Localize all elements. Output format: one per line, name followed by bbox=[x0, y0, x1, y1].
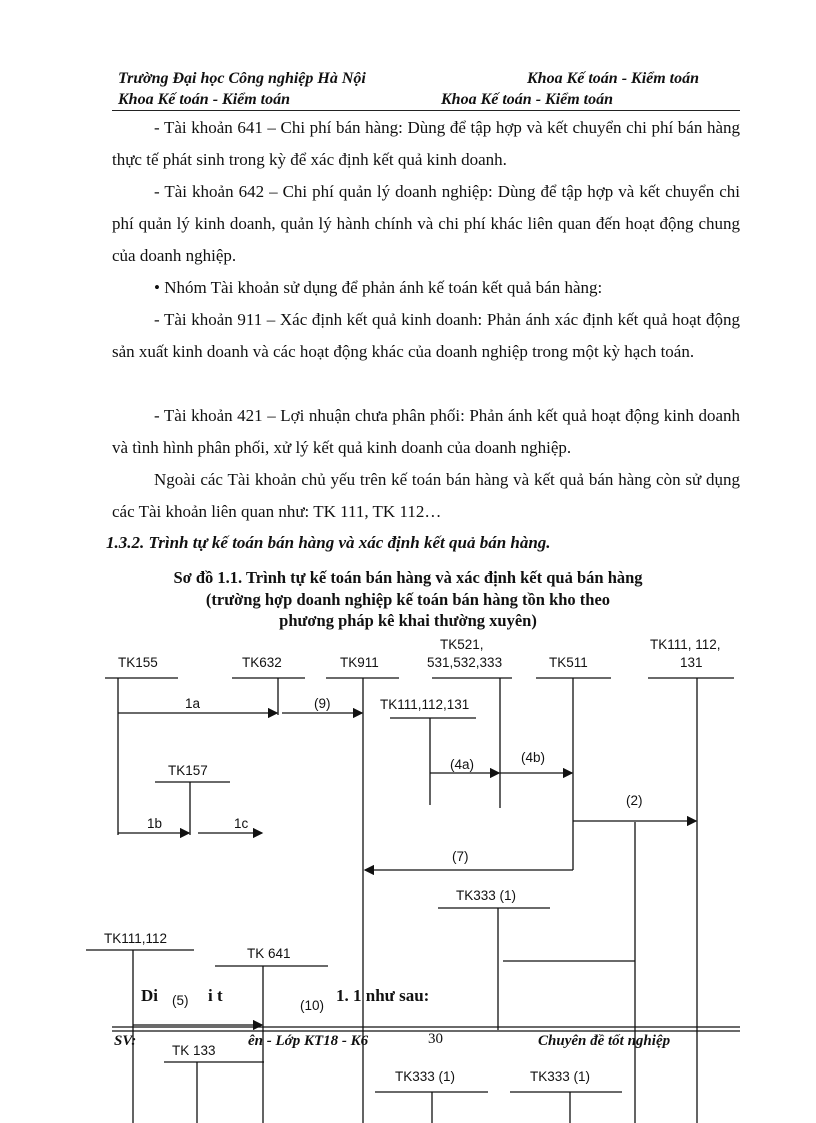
overlay-text-1: Di bbox=[141, 986, 158, 1005]
account-tk133: TK 133 bbox=[172, 1043, 216, 1058]
chart-subtitle-2: phương pháp kê khai thường xuyên) bbox=[279, 611, 537, 630]
arrow-label-1c: 1c bbox=[234, 816, 249, 831]
account-tk111-line1: TK111, 112, bbox=[650, 637, 721, 652]
section-heading: 1.3.2. Trình tự kế toán bán hàng và xác định kết quả bán hàng. bbox=[106, 533, 551, 552]
account-tk511: TK511 bbox=[549, 655, 588, 670]
account-tk155: TK155 bbox=[118, 655, 158, 670]
paragraph-tk911: - Tài khoản 911 – Xác định kết quả kinh doanh: Phản ánh xác định kết quả hoạt động sản xuất kinh doanh và các hoạt động khác của doanh nghiệp trong một kỳ hạch toán. bbox=[112, 310, 740, 361]
account-tk641: TK 641 bbox=[247, 946, 291, 961]
account-tk111-line2: 131 bbox=[680, 655, 703, 670]
paragraph-other-accounts: Ngoài các Tài khoản chủ yếu trên kế toán bán hàng và kết quả bán hàng còn sử dụng các Tài khoản liên quan như: TK 111, TK 112… bbox=[112, 470, 740, 521]
arrow-label-5: (5) bbox=[172, 993, 189, 1008]
arrow-label-2: (2) bbox=[626, 793, 643, 808]
overlay-text-3: 1. 1 như sau: bbox=[336, 986, 430, 1005]
account-tk632: TK632 bbox=[242, 655, 282, 670]
arrow-label-4a: (4a) bbox=[450, 757, 475, 772]
paragraph-result-group: • Nhóm Tài khoản sử dụng để phản ánh kế toán kết quả bán hàng: bbox=[154, 278, 603, 297]
footer-doc-type: Chuyên đề tốt nghiệp bbox=[538, 1033, 671, 1049]
account-tk521-line1: TK521, bbox=[440, 637, 484, 652]
paragraph-tk642: - Tài khoản 642 – Chi phí quản lý doanh nghiệp: Dùng để tập hợp và kết chuyển chi phí quản lý kinh doanh, quản lý hành chính và chi phí khác liên quan đến hoạt động chung của doanh nghiệp. bbox=[112, 182, 740, 265]
account-tk333: TK333 (1) bbox=[456, 888, 517, 903]
arrow-label-1b: 1b bbox=[147, 816, 163, 831]
arrow-label-9: (9) bbox=[314, 696, 331, 711]
header-faculty-left: Khoa Kế toán - Kiểm toán bbox=[118, 91, 291, 108]
account-tk333-c: TK333 (1) bbox=[530, 1069, 591, 1084]
footer-class: ên - Lớp KT18 - K6 bbox=[248, 1033, 369, 1049]
paragraph-tk421: - Tài khoản 421 – Lợi nhuận chưa phân phối: Phản ánh kết quả hoạt động kinh doanh và tình hình phân phối, xử lý kết quả kinh doanh của doanh nghiệp. bbox=[112, 406, 740, 457]
paragraph-tk641: - Tài khoản 641 – Chi phí bán hàng: Dùng để tập hợp và kết chuyển chi phí bán hàng thực tế phát sinh trong kỳ để xác định kết quả kinh doanh. bbox=[112, 118, 740, 169]
account-tk521-line2: 531,532,333 bbox=[427, 655, 503, 670]
account-tk157: TK157 bbox=[168, 763, 208, 778]
chart-subtitle-1: (trường hợp doanh nghiệp kế toán bán hàng tồn kho theo bbox=[205, 590, 611, 609]
overlay-text-2: i t bbox=[208, 986, 223, 1005]
account-tk111-112-131: TK111,112,131 bbox=[380, 697, 470, 712]
header-faculty-mid: Khoa Kế toán - Kiểm toán bbox=[441, 91, 614, 108]
header-school: Trường Đại học Công nghiệp Hà Nội bbox=[118, 70, 366, 87]
footer-student: SV: bbox=[114, 1033, 137, 1049]
account-tk111-112: TK111,112 bbox=[104, 931, 168, 946]
arrow-label-7: (7) bbox=[452, 849, 469, 864]
header-faculty-right: Khoa Kế toán - Kiểm toán bbox=[527, 70, 700, 87]
page-number: 30 bbox=[428, 1031, 443, 1047]
chart-title: Sơ đồ 1.1. Trình tự kế toán bán hàng và xác định kết quả bán hàng bbox=[173, 568, 643, 587]
account-tk911: TK911 bbox=[340, 655, 379, 670]
account-tk333-b: TK333 (1) bbox=[395, 1069, 456, 1084]
arrow-label-4b: (4b) bbox=[521, 750, 546, 765]
arrow-label-1a: 1a bbox=[185, 696, 201, 711]
arrow-label-10: (10) bbox=[300, 998, 325, 1013]
